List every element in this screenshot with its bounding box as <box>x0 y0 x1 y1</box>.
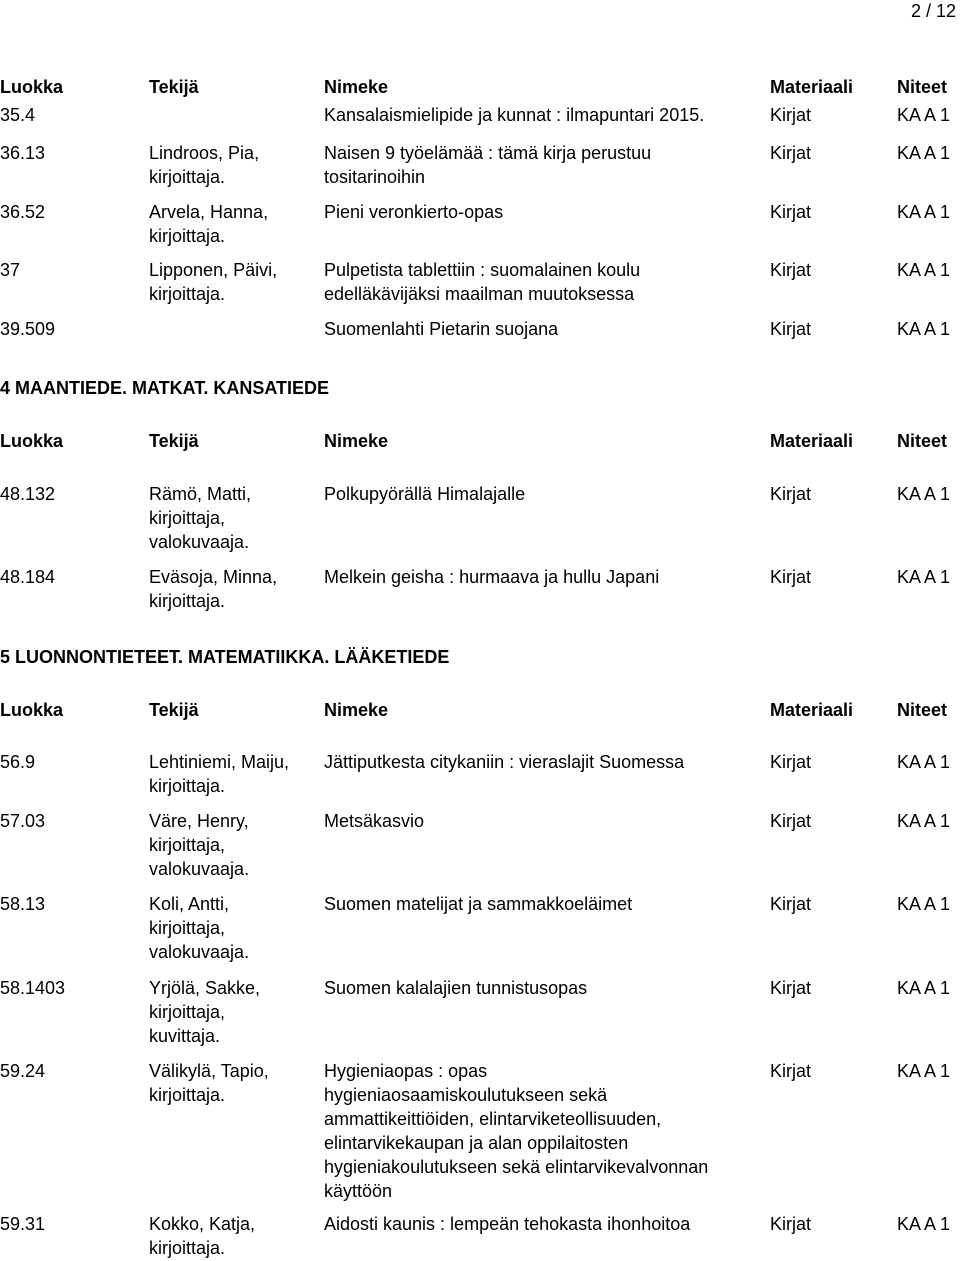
cell-luokka: 35.4 <box>0 105 36 125</box>
cell-nimeke <box>324 976 587 1000</box>
cell-materiaali: Kirjat <box>770 319 812 339</box>
cell-luokka: 36.13 <box>0 143 46 163</box>
header-tekija: Tekijä <box>149 700 199 720</box>
cell-tekija <box>149 1212 255 1260</box>
cell-nimeke <box>324 258 640 306</box>
cell-tekija <box>149 565 277 613</box>
author-line: Koli, Antti, <box>149 894 230 914</box>
title-line: edelläkävijäksi maailman muutoksessa <box>324 284 635 304</box>
title-line: Jättiputkesta citykaniin : vieraslajit Suomessa <box>324 752 685 772</box>
cell-nimeke <box>324 750 684 774</box>
cell-luokka: 36.52 <box>0 202 46 222</box>
cell-luokka: 58.13 <box>0 894 46 914</box>
author-line: Lipponen, Päivi, <box>149 260 278 280</box>
section-title: 4 MAANTIEDE. MATKAT. KANSATIEDE <box>0 378 330 398</box>
title-line: Melkein geisha : hurmaava ja hullu Japani <box>324 567 660 587</box>
title-line: Hygieniaopas : opas <box>324 1061 488 1081</box>
title-line: Pieni veronkierto-opas <box>324 202 504 222</box>
cell-materiaali: Kirjat <box>770 202 812 222</box>
title-line: hygieniaosaamiskoulutukseen sekä <box>324 1085 608 1105</box>
cell-luokka: 59.31 <box>0 1214 46 1234</box>
header-nimeke: Nimeke <box>324 431 389 451</box>
cell-tekija <box>149 809 249 881</box>
cell-luokka: 37 <box>0 260 21 280</box>
header-niteet: Niteet <box>897 77 948 97</box>
cell-niteet: KA A 1 <box>897 105 951 125</box>
cell-materiaali: Kirjat <box>770 1214 812 1234</box>
author-line: kirjoittaja. <box>149 226 226 246</box>
cell-nimeke <box>324 141 651 189</box>
cell-luokka: 59.24 <box>0 1061 46 1081</box>
cell-luokka: 57.03 <box>0 811 46 831</box>
author-line: Väre, Henry, <box>149 811 249 831</box>
cell-nimeke <box>324 809 424 833</box>
header-tekija: Tekijä <box>149 77 199 97</box>
title-line: Metsäkasvio <box>324 811 425 831</box>
cell-niteet: KA A 1 <box>897 752 951 772</box>
author-line: kirjoittaja. <box>149 167 226 187</box>
author-line: Arvela, Hanna, <box>149 202 269 222</box>
cell-tekija <box>149 258 277 306</box>
author-line: kirjoittaja, <box>149 1002 226 1022</box>
author-line: Lehtiniemi, Maiju, <box>149 752 290 772</box>
header-nimeke: Nimeke <box>324 700 389 720</box>
author-line: Lindroos, Pia, <box>149 143 260 163</box>
cell-materiaali: Kirjat <box>770 260 812 280</box>
title-line: Pulpetista tablettiin : suomalainen koulu <box>324 260 641 280</box>
cell-tekija <box>149 141 259 189</box>
author-line: kirjoittaja. <box>149 591 226 611</box>
author-line: valokuvaaja. <box>149 942 250 962</box>
cell-tekija <box>149 200 268 248</box>
cell-tekija <box>149 1059 269 1107</box>
cell-nimeke <box>324 200 503 224</box>
cell-niteet: KA A 1 <box>897 894 951 914</box>
author-line: kirjoittaja, <box>149 918 226 938</box>
page-number: 2 / 12 <box>910 1 956 21</box>
header-luokka: Luokka <box>0 77 64 97</box>
cell-materiaali: Kirjat <box>770 105 812 125</box>
cell-nimeke <box>324 1212 690 1236</box>
author-line: Kokko, Katja, <box>149 1214 256 1234</box>
header-luokka: Luokka <box>0 700 64 720</box>
cell-niteet: KA A 1 <box>897 978 951 998</box>
cell-niteet: KA A 1 <box>897 1061 951 1081</box>
author-line: Eväsoja, Minna, <box>149 567 278 587</box>
title-line: käyttöön <box>324 1181 393 1201</box>
author-line: valokuvaaja. <box>149 532 250 552</box>
title-line: Suomen kalalajien tunnistusopas <box>324 978 588 998</box>
author-line: kirjoittaja. <box>149 1238 226 1258</box>
title-line: Kansalaismielipide ja kunnat : ilmapuntari 2015. <box>324 105 705 125</box>
cell-materiaali: Kirjat <box>770 484 812 504</box>
header-materiaali: Materiaali <box>770 77 854 97</box>
cell-luokka: 56.9 <box>0 752 36 772</box>
author-line: kirjoittaja. <box>149 1085 226 1105</box>
title-line: elintarvikekaupan ja alan oppilaitosten <box>324 1133 629 1153</box>
cell-materiaali: Kirjat <box>770 894 812 914</box>
cell-niteet: KA A 1 <box>897 260 951 280</box>
title-line: Suomen matelijat ja sammakkoeläimet <box>324 894 633 914</box>
author-line: Rämö, Matti, <box>149 484 252 504</box>
cell-tekija <box>149 892 249 964</box>
title-line: hygieniakoulutukseen sekä elintarvikevalvonnan <box>324 1157 709 1177</box>
cell-materiaali: Kirjat <box>770 811 812 831</box>
title-line: ammattikeittiöiden, elintarviketeollisuuden, <box>324 1109 662 1129</box>
author-line: Yrjölä, Sakke, <box>149 978 261 998</box>
cell-materiaali: Kirjat <box>770 143 812 163</box>
cell-niteet: KA A 1 <box>897 319 951 339</box>
cell-nimeke <box>324 565 659 589</box>
author-line: kirjoittaja. <box>149 776 226 796</box>
cell-tekija <box>149 750 289 798</box>
header-materiaali: Materiaali <box>770 431 854 451</box>
cell-materiaali: Kirjat <box>770 1061 812 1081</box>
title-line: Suomenlahti Pietarin suojana <box>324 319 559 339</box>
header-tekija: Tekijä <box>149 431 199 451</box>
author-line: kuvittaja. <box>149 1026 221 1046</box>
header-niteet: Niteet <box>897 700 948 720</box>
cell-luokka: 48.184 <box>0 567 56 587</box>
cell-nimeke <box>324 317 558 341</box>
title-line: Aidosti kaunis : lempeän tehokasta ihonhoitoa <box>324 1214 691 1234</box>
author-line: kirjoittaja, <box>149 835 226 855</box>
cell-niteet: KA A 1 <box>897 484 951 504</box>
cell-materiaali: Kirjat <box>770 978 812 998</box>
cell-niteet: KA A 1 <box>897 1214 951 1234</box>
author-line: kirjoittaja, <box>149 508 226 528</box>
cell-niteet: KA A 1 <box>897 811 951 831</box>
author-line: valokuvaaja. <box>149 859 250 879</box>
header-materiaali: Materiaali <box>770 700 854 720</box>
cell-niteet: KA A 1 <box>897 202 951 222</box>
author-line: Välikylä, Tapio, <box>149 1061 269 1081</box>
title-line: Naisen 9 työelämää : tämä kirja perustuu <box>324 143 652 163</box>
section-title: 5 LUONNONTIETEET. MATEMATIIKKA. LÄÄKETIEDE <box>0 647 450 667</box>
title-line: tositarinoihin <box>324 167 426 187</box>
cell-luokka: 48.132 <box>0 484 56 504</box>
cell-nimeke <box>324 1059 708 1203</box>
title-line: Polkupyörällä Himalajalle <box>324 484 526 504</box>
cell-nimeke <box>324 892 632 916</box>
header-luokka: Luokka <box>0 431 64 451</box>
author-line: kirjoittaja. <box>149 284 226 304</box>
cell-luokka: 39.509 <box>0 319 56 339</box>
cell-tekija <box>149 976 260 1048</box>
header-niteet: Niteet <box>897 431 948 451</box>
cell-nimeke <box>324 103 704 127</box>
cell-niteet: KA A 1 <box>897 143 951 163</box>
cell-materiaali: Kirjat <box>770 752 812 772</box>
cell-nimeke <box>324 482 525 506</box>
cell-luokka: 58.1403 <box>0 978 66 998</box>
cell-niteet: KA A 1 <box>897 567 951 587</box>
cell-tekija <box>149 482 251 554</box>
header-nimeke: Nimeke <box>324 77 389 97</box>
cell-materiaali: Kirjat <box>770 567 812 587</box>
